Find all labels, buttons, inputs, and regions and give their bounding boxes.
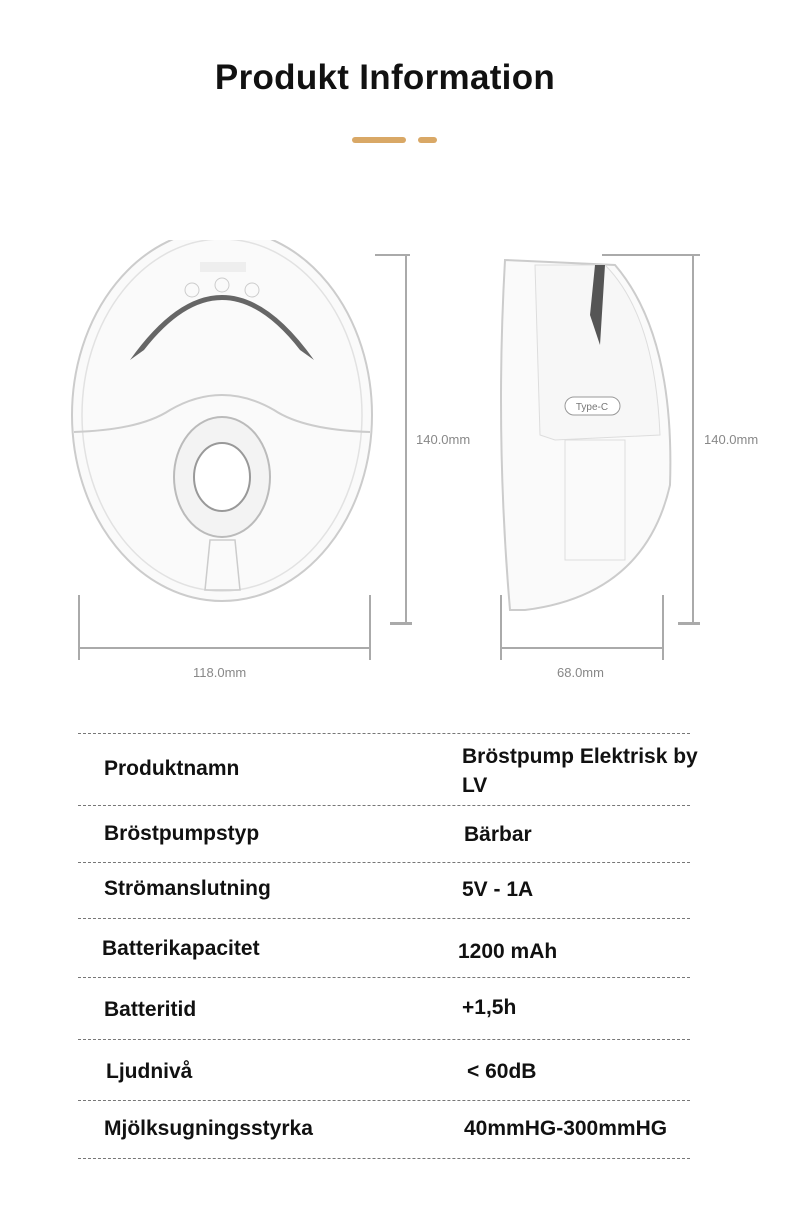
row-divider: [78, 918, 690, 919]
spec-label: Batteritid: [104, 998, 197, 1021]
spec-value: Bärbar: [464, 823, 532, 846]
dim-tick: [662, 595, 664, 660]
spec-value: +1,5h: [462, 996, 517, 1019]
breast-pump-side-image: [495, 255, 695, 615]
spec-label: Batterikapacitet: [102, 937, 260, 960]
spec-label: Bröstpumpstyp: [104, 822, 260, 845]
spec-value: 5V - 1A: [462, 878, 534, 901]
dim-tick: [602, 254, 700, 256]
spec-value: < 60dB: [467, 1060, 537, 1083]
row-divider: [78, 862, 690, 863]
breast-pump-front-image: [60, 240, 390, 620]
dim-line-front-height: [405, 254, 407, 624]
spec-value: 40mmHG-300mmHG: [464, 1117, 668, 1140]
dim-line-front-width: [78, 647, 370, 649]
spec-label: Ljudnivå: [106, 1060, 193, 1083]
dim-tick: [500, 595, 502, 660]
spec-label: Strömanslutning: [104, 877, 271, 900]
spec-value: Bröstpump Elektrisk by LV: [462, 745, 698, 797]
dim-tick: [369, 595, 371, 660]
side-depth-label: 68.0mm: [557, 665, 604, 680]
type-c-label: Type-C: [575, 402, 609, 413]
dim-tick: [390, 622, 412, 625]
row-divider: [78, 1158, 690, 1159]
front-width-label: 118.0mm: [193, 665, 247, 680]
spec-label: Produktnamn: [104, 757, 240, 780]
accent-bar: [352, 137, 406, 143]
row-divider: [78, 977, 690, 978]
dim-line-side-depth: [500, 647, 663, 649]
dim-tick: [678, 622, 700, 625]
front-height-label: 140.0mm: [416, 432, 471, 447]
row-divider: [78, 733, 690, 734]
spec-value: 1200 mAh: [458, 940, 558, 963]
row-divider: [78, 805, 690, 806]
dim-tick: [78, 595, 80, 660]
row-divider: [78, 1039, 690, 1040]
spec-label: Mjölksugningsstyrka: [104, 1117, 313, 1140]
dim-line-side-height: [692, 254, 694, 624]
row-divider: [78, 1100, 690, 1101]
side-height-label: 140.0mm: [704, 432, 759, 447]
page-title: Produkt Information: [214, 58, 556, 97]
accent-bar-short: [418, 137, 437, 143]
